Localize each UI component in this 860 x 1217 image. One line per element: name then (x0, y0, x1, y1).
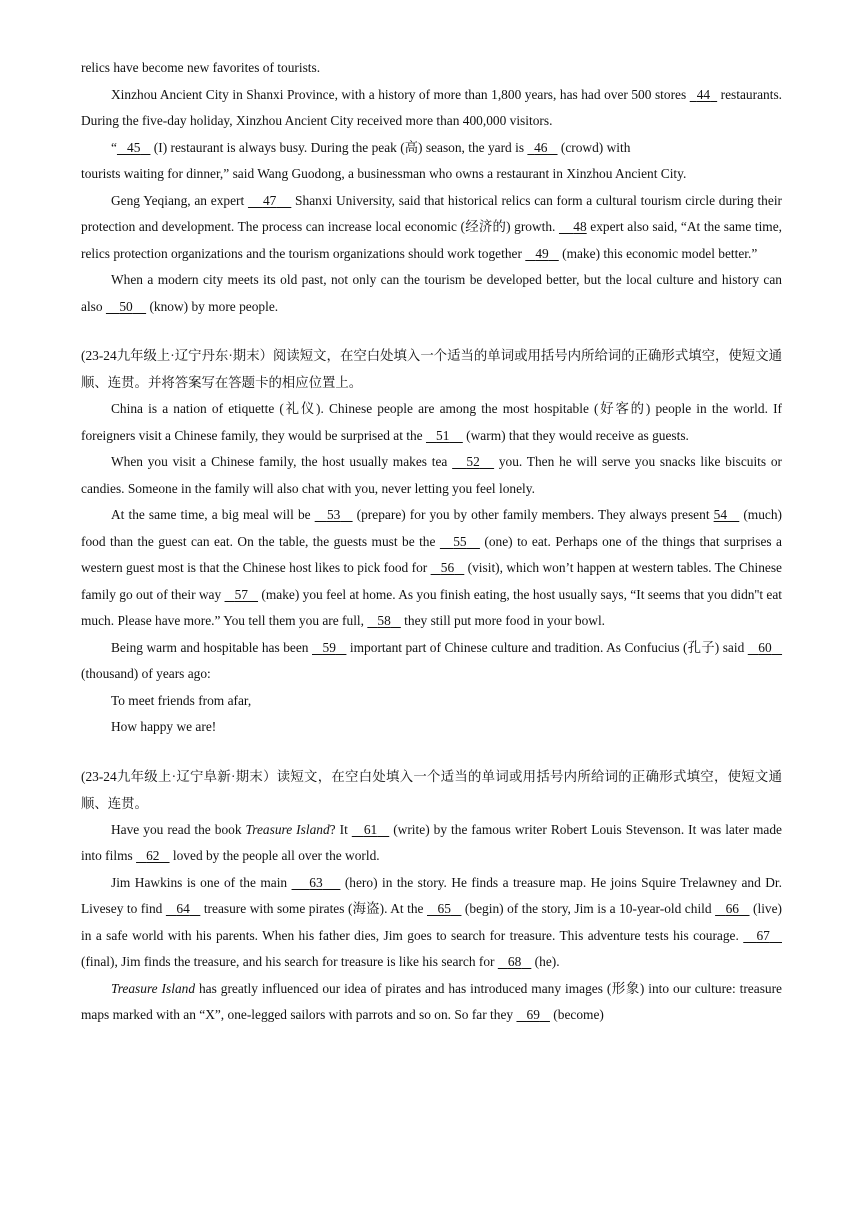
answer-blank-50[interactable]: 50 (119, 298, 133, 314)
text: (make) this economic model better.” (558, 245, 758, 261)
text: (live) in a safe world with his parents. When his father dies, Jim goes to search for treasure. This adventure tests his courage. (81, 901, 783, 943)
answer-blank-44[interactable]: 44 (696, 86, 711, 102)
answer-blank-64[interactable]: 64 (176, 901, 190, 916)
answer-blank-54[interactable]: 54 (713, 507, 728, 522)
book-title: Treasure Island (111, 980, 196, 996)
answer-blank-60[interactable]: 60 (758, 639, 772, 655)
text: (thousand) of years ago: (81, 666, 211, 681)
paragraph (81, 502, 782, 635)
text: Xinzhou Ancient City in Shanxi Province, with a history of more than 1,800 years, has had over 500 stores (111, 86, 690, 102)
text: Being warm and hospitable has been (111, 639, 312, 655)
answer-blank-59[interactable]: 59 (322, 639, 336, 655)
text: tourists waiting for dinner,” said Wang Guodong, a businessman who owns a restaurant in Xinzhou Ancient City. (81, 166, 687, 181)
text: (23-24九年级上·辽宁丹东·期末）阅读短文，在空白处填入一个适当的单词或用括号内所给词的正确形式填空，使短文通顺、连贯。并将答案写在答题卡的相应位置上。 (81, 348, 782, 390)
text: (begin) of the story, Jim is a 10-year-old child (461, 901, 716, 916)
text: (one) to eat. Perhaps one of the things that surprises a western guest most is that the Chinese host likes to pick food for (81, 533, 783, 575)
text: (make) you feel at home. As you finish eating, the host usually says, “It seems that you didn''t eat much. Please have more.” You tell them you are full, (81, 586, 783, 628)
paragraph (81, 870, 782, 976)
text: loved by the people all over the world. (169, 848, 380, 863)
text: important part of Chinese culture and tradition. As Confucius (孔子) said (346, 639, 748, 655)
text: To meet friends from afar, (111, 692, 252, 708)
paragraph (81, 55, 782, 82)
answer-blank-67[interactable]: 67 (756, 927, 770, 943)
text: (he). (531, 954, 560, 969)
text: has greatly influenced our idea of pirates and has introduced many images (形象) into our culture: treasure maps marked with an “X”, one-legged sailors with parrots and so on. So far they (81, 980, 783, 1022)
answer-blank-48[interactable]: 48 (573, 219, 587, 234)
text: (final), Jim finds the treasure, and his search for treasure is like his search for (81, 954, 498, 969)
text: When a modern city meets its old past, not only can the tourism be developed better, but the local culture and history can also (81, 272, 782, 314)
text: When you visit a Chinese family, the host usually makes tea (111, 454, 453, 469)
text: (become) (549, 1007, 604, 1022)
text: they still put more food in your bowl. (400, 613, 606, 628)
section-instructions (81, 342, 782, 396)
answer-blank-52[interactable]: 52 (466, 454, 480, 469)
paragraph (81, 267, 782, 320)
text: (prepare) for you by other family members. They always present (352, 507, 714, 522)
text: ? It (329, 821, 352, 837)
paragraph (81, 396, 782, 449)
text: At the same time, a big meal will be (111, 507, 315, 522)
paragraph (81, 817, 782, 870)
answer-blank-65[interactable]: 65 (437, 901, 451, 916)
answer-blank-61[interactable]: 61 (363, 821, 378, 837)
answer-blank-68[interactable]: 68 (507, 954, 522, 969)
poem-line (81, 688, 782, 715)
answer-blank-53[interactable]: 53 (326, 507, 341, 522)
text: How happy we are! (111, 719, 217, 734)
poem-line (81, 714, 782, 741)
paragraph (81, 635, 782, 688)
answer-blank-51[interactable]: 51 (436, 427, 450, 443)
answer-blank-66[interactable]: 66 (725, 901, 739, 916)
text: you. Then he will serve you snacks like biscuits or candies. Someone in the family will also chat with you, never letting you feel lonely. (81, 454, 783, 496)
answer-blank-55[interactable]: 55 (453, 533, 467, 549)
answer-blank-56[interactable]: 56 (440, 560, 455, 575)
paragraph (81, 135, 782, 162)
answer-blank-69[interactable]: 69 (526, 1007, 540, 1022)
answer-blank-62[interactable]: 62 (146, 848, 160, 863)
paragraph (81, 188, 782, 268)
text: (much) food than the guest can eat. On the table, the guests must be the (81, 507, 783, 549)
text: (hero) in the story. He finds a treasure map. He joins Squire Trelawney and Dr. Livesey to find (81, 874, 782, 916)
text: “ (111, 139, 117, 155)
section-instructions (81, 763, 782, 817)
answer-blank-63[interactable]: 63 (309, 874, 323, 890)
text: treasure with some pirates (海盗). At the (200, 901, 427, 916)
answer-blank-49[interactable]: 49 (535, 245, 549, 261)
paragraph (81, 161, 782, 188)
text: Geng Yeqiang, an expert (111, 192, 248, 208)
text: (crowd) with (557, 139, 631, 155)
text: expert also said, “At the same time, relics protection organizations and the tourism organizations should work together (81, 219, 782, 261)
text: restaurants. During the five-day holiday, Xinzhou Ancient City received more than 400,000 visitors. (81, 86, 782, 128)
book-title: Treasure Island (245, 821, 330, 837)
text: (know) by more people. (146, 298, 279, 314)
text: Have you read the book (111, 821, 246, 837)
text: China is a nation of etiquette (礼仪). Chinese people are among the most hospitable (好客的) people in the world. If foreigners visit a Chinese family, they would be surprised at the (81, 401, 782, 443)
text: (I) restaurant is always busy. During the peak (高) season, the yard is (150, 139, 528, 155)
answer-blank-45[interactable]: 45 (127, 139, 141, 155)
text: (visit), which won’t happen at western tables. The Chinese family go out of their way (81, 560, 783, 602)
text: relics have become new favorites of tourists. (81, 60, 321, 75)
answer-blank-47[interactable]: 47 (262, 192, 277, 208)
paragraph (81, 82, 782, 135)
paragraph (81, 976, 782, 1029)
text: Shanxi University, said that historical relics can form a cultural tourism circle during their protection and development. The process can increase local economic (经济的) growth. (81, 192, 783, 234)
text: (warm) that they would receive as guests. (462, 427, 689, 443)
text: (write) by the famous writer Robert Louis Stevenson. It was later made into films (81, 821, 782, 863)
text: (23-24九年级上·辽宁阜新·期末）读短文，在空白处填入一个适当的单词或用括号内所给词的正确形式填空，使短文通顺、连贯。 (81, 768, 782, 811)
paragraph (81, 449, 782, 502)
answer-blank-58[interactable]: 58 (377, 613, 391, 628)
text: Jim Hawkins is one of the main (111, 874, 292, 890)
answer-blank-57[interactable]: 57 (234, 586, 248, 602)
answer-blank-46[interactable]: 46 (534, 139, 548, 155)
